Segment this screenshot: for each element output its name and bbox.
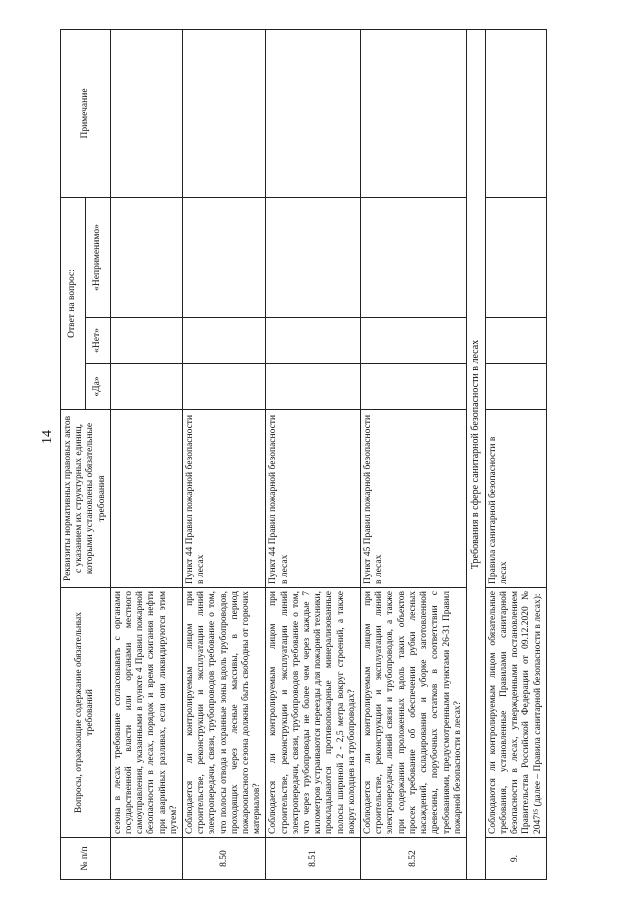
header-no: «Нет» bbox=[85, 318, 110, 364]
row-question: Соблюдается ли контролируемым лицом при строительстве, реконструкции и эксплуатации линий электропередачи, линий связи и трубопроводов, а также при содержании проложенных вдоль таких объектов просек требование об обеспечении рубки лесных насаждений, складирования и уборке заготовленной древесины, порубочных остатков в соответствии с требованиями, предусмотренными пунктами 26-31 Правил пожарной безопасности в лесах? bbox=[361, 588, 467, 838]
header-row bbox=[61, 29, 86, 879]
header-answer: Ответ на вопрос: bbox=[61, 197, 86, 409]
row-num: 8.50 bbox=[183, 838, 266, 880]
row-num: 8.51 bbox=[266, 838, 361, 880]
answer-na-cell[interactable] bbox=[183, 197, 266, 317]
section-title: Требования в сфере санитарной безопасности в лесах bbox=[466, 29, 485, 879]
row-requisites: Пункт 44 Правил пожарной безопасности в лесах bbox=[183, 410, 266, 588]
row-num: 8.52 bbox=[361, 838, 467, 880]
table-row bbox=[485, 29, 546, 879]
answer-na-cell[interactable] bbox=[266, 197, 361, 317]
answer-no-cell[interactable] bbox=[361, 318, 467, 364]
note-cell[interactable] bbox=[266, 29, 361, 197]
header-na: «Неприменимо» bbox=[85, 197, 110, 317]
row-question: сезона в лесах требование согласовывать с органами государственной власти или органами местного самоуправления, указанными в пункте 4 Правил пожарной безопасности в лесах, порядок и время сжигания нефти при аварийных разливах, если они ликвидируются этим путем? bbox=[110, 588, 182, 838]
answer-no-cell[interactable] bbox=[485, 318, 546, 364]
answer-no-cell[interactable] bbox=[110, 318, 182, 364]
answer-na-cell[interactable] bbox=[485, 197, 546, 317]
answer-yes-cell[interactable] bbox=[183, 364, 266, 410]
row-num bbox=[110, 838, 182, 880]
checklist-table bbox=[60, 29, 547, 880]
header-question: Вопросы, отражающие содержание обязательных требований bbox=[61, 588, 111, 838]
row-requisites: Пункт 45 Правил пожарной безопасности в лесах bbox=[361, 410, 467, 588]
answer-na-cell[interactable] bbox=[110, 197, 182, 317]
note-cell[interactable] bbox=[361, 29, 467, 197]
section-row bbox=[466, 29, 485, 879]
table-row bbox=[266, 29, 361, 879]
header-yes: «Да» bbox=[85, 364, 110, 410]
note-cell[interactable] bbox=[110, 29, 182, 197]
table-row bbox=[183, 29, 266, 879]
table-row bbox=[110, 29, 182, 879]
page-number: 14 bbox=[40, 430, 55, 444]
row-num: 9. bbox=[485, 838, 546, 880]
note-cell[interactable] bbox=[183, 29, 266, 197]
note-cell[interactable] bbox=[485, 29, 546, 197]
answer-yes-cell[interactable] bbox=[266, 364, 361, 410]
row-question: Соблюдаются ли контролируемым лицом обязательные требования, установленные Правилами санитарной безопасности в лесах, утвержденными постановлением Правительства Российской Федерации от 09.12.2020 № 2047¹⁵ (далее – Правила санитарной безопасности в лесах): bbox=[485, 588, 546, 838]
table-row bbox=[361, 29, 467, 879]
row-requisites: Пункт 44 Правил пожарной безопасности в лесах bbox=[266, 410, 361, 588]
row-requisites: Правила санитарной безопасности в лесах bbox=[485, 410, 546, 588]
header-note: Примечание bbox=[61, 29, 111, 197]
row-requisites bbox=[110, 410, 182, 588]
row-question: Соблюдается ли контролируемым лицом при строительстве, реконструкции и эксплуатации линий электропередачи, связи, трубопроводов требование о том, что через трубопроводы не более чем через каждые 7 километров устраиваются переезды для пожарной техники, прокладываются противопожарные минерализованные полосы шириной 2 - 2,5 метра вокруг строений, а также вокруг колодцев на трубопроводах? bbox=[266, 588, 361, 838]
answer-na-cell[interactable] bbox=[361, 197, 467, 317]
answer-no-cell[interactable] bbox=[183, 318, 266, 364]
answer-no-cell[interactable] bbox=[266, 318, 361, 364]
answer-yes-cell[interactable] bbox=[110, 364, 182, 410]
answer-yes-cell[interactable] bbox=[485, 364, 546, 410]
answer-yes-cell[interactable] bbox=[361, 364, 467, 410]
header-num: № п/п bbox=[61, 838, 111, 880]
row-question: Соблюдается ли контролируемым лицом при строительстве, реконструкции и эксплуатации линий электропередачи, связи, трубопроводов требование о том, что полосы отвода и охранные зоны вдоль трубопроводов, проходящих через лесные массивы, в период пожароопасного сезона должны быть свободны от горючих материалов? bbox=[183, 588, 266, 838]
checklist-table-container bbox=[60, 30, 547, 880]
header-requisites: Реквизиты нормативных правовых актов с указанием их структурных единиц, которыми установлены обязательные требования bbox=[61, 410, 111, 588]
